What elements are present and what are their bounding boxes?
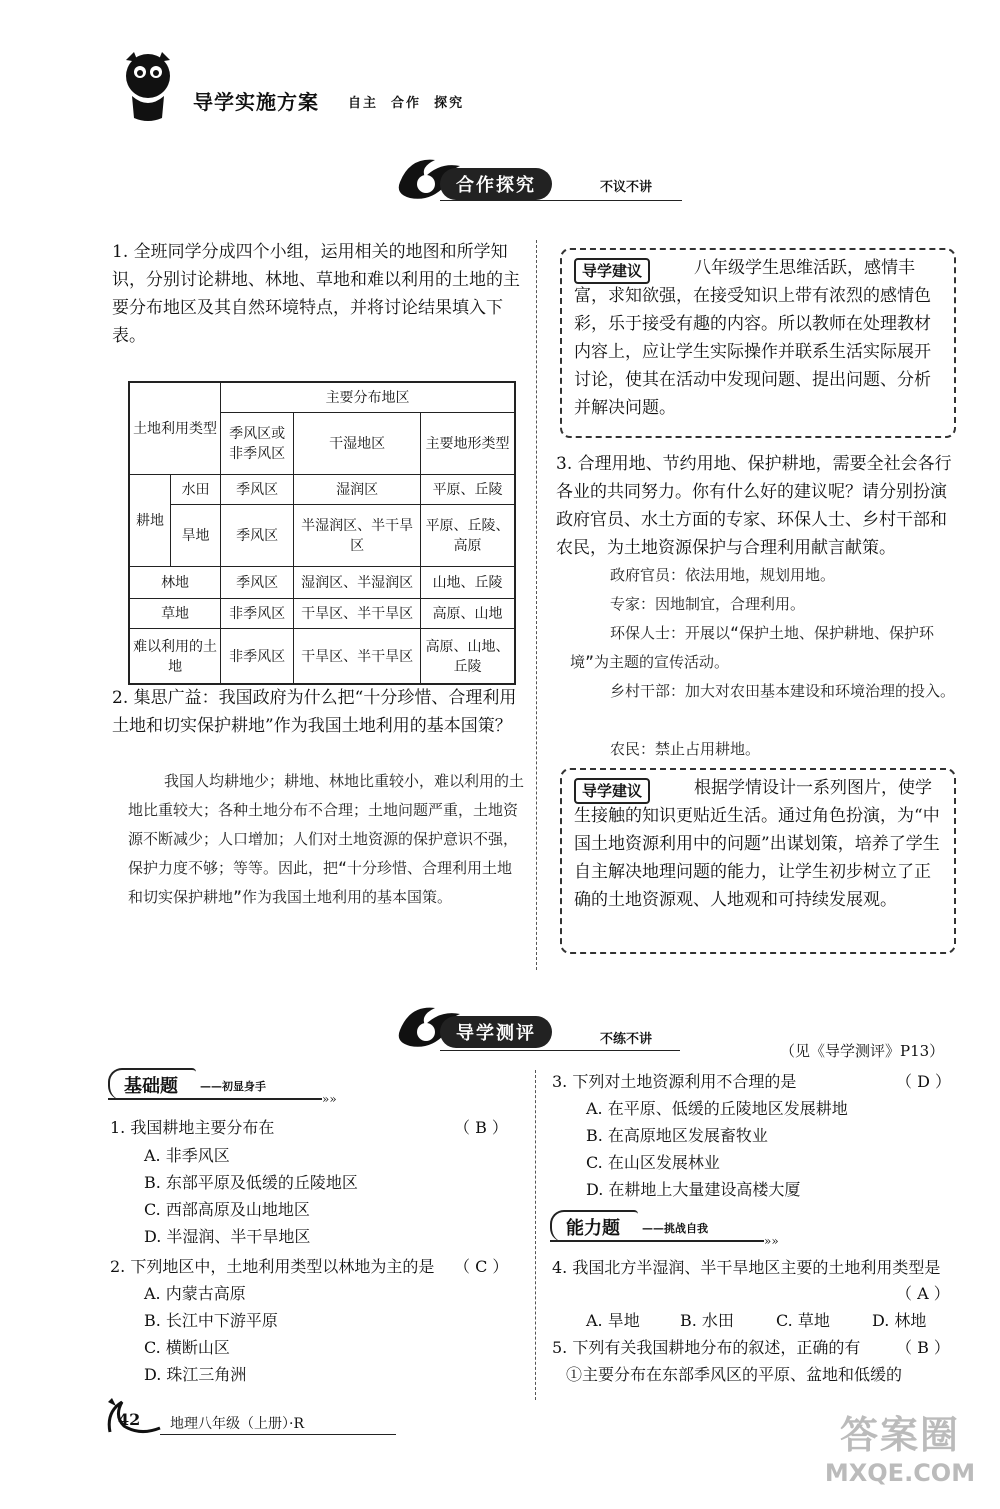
ability-underline	[550, 1240, 764, 1242]
quiz-q1: 1. 我国耕地主要分布在	[110, 1118, 275, 1137]
table-row	[129, 566, 515, 598]
basic-tag: ——初显身手	[200, 1080, 266, 1093]
section1-tag: 不议不讲	[600, 180, 653, 195]
quiz-q2-option-a: A. 内蒙古高原	[144, 1284, 246, 1303]
quiz-q2: 2. 下列地区中，土地利用类型以林地为主的是	[110, 1257, 435, 1276]
table-cell: 湿润区	[294, 474, 421, 504]
table-cell: 季风区	[221, 566, 294, 598]
table-cell: 季风区	[221, 504, 294, 566]
table-cell: 干旱区、半干旱区	[294, 598, 421, 628]
section2-reference: （见《导学测评》P13）	[780, 1042, 945, 1060]
teaching-tip-text-1	[574, 254, 946, 422]
header-title: 导学实施方案	[193, 90, 319, 114]
ability-title: 能力题	[566, 1218, 620, 1239]
teaching-tip-content-2: 根据学情设计一系列图片，使学生接触的知识更贴近生活。通过角色扮演，为“中国土地资源利用中的问题”出谋划策，培养了学生自主解决地理问题的能力，让学生初步树立了正确的土地资源观、人地观和可持续发展观。	[574, 778, 940, 910]
quiz-q4-option-b: B. 水田	[680, 1311, 734, 1330]
question-3: 3. 合理用地、节约用地、保护耕地，需要全社会各行各业的共同努力。你有什么好的建议呢？请分别扮演政府官员、水土方面的专家、环保人士、乡村干部和农民，为土地资源保护与合理利用献言献策。	[556, 454, 952, 558]
q3-answer-3: 环保人士：开展以“保护土地、保护耕地、保护环境”为主题的宣传活动。	[570, 624, 935, 671]
quiz-q1-option-d: D. 半湿润、半干旱地区	[144, 1227, 311, 1246]
q3-answer-1: 政府官员：依法用地，规划用地。	[610, 566, 836, 584]
footer-line	[160, 1434, 396, 1435]
arrows-icon: »»	[322, 1092, 337, 1106]
quiz-q3-option-c: C. 在山区发展林业	[586, 1153, 720, 1172]
section1-banner	[390, 152, 690, 208]
table-row	[129, 628, 515, 684]
quiz-q4-option-d: D. 林地	[872, 1311, 927, 1330]
table-cell: 非季风区	[221, 598, 294, 628]
quiz-column-divider	[535, 1070, 536, 1400]
table-cell: 林地	[129, 566, 221, 598]
ability-tag: ——挑战自我	[642, 1222, 708, 1235]
teaching-tip-content-1: 八年级学生思维活跃，感情丰富，求知欲强，在接受知识上带有浓烈的感情色彩，乐于接受有趣的内容。所以教师在处理教材内容上，应让学生实际操作并联系生活实际展开讨论，使其在活动中发现问题、提出问题、分析并解决问题。	[574, 258, 931, 418]
table-cell: 半湿润区、半干旱区	[294, 504, 421, 566]
table-cell-gengdi: 耕地	[129, 474, 171, 566]
table-cell: 平原、丘陵	[421, 474, 515, 504]
table-cell: 平原、丘陵、高原	[421, 504, 515, 566]
section2-banner	[390, 1000, 690, 1056]
quiz-q5: 5. 下列有关我国耕地分布的叙述，正确的有	[552, 1338, 861, 1357]
land-use-table	[128, 381, 516, 685]
section2-badge: 导学测评	[440, 1016, 552, 1048]
quiz-q3-option-d: D. 在耕地上大量建设高楼大厦	[586, 1180, 801, 1199]
section1-underline	[440, 200, 682, 201]
arrows-icon: »»	[764, 1234, 779, 1248]
quiz-q1-option-c: C. 西部高原及山地地区	[144, 1200, 310, 1219]
quiz-q5-line-1: ①主要分布在东部季风区的平原、盆地和低缓的	[566, 1365, 903, 1384]
table-cell: 湿润区、半湿润区	[294, 566, 421, 598]
question-1: 1. 全班同学分成四个小组，运用相关的地图和所学知识，分别讨论耕地、林地、草地和难以利用的土地的主要分布地区及其自然环境特点，并将讨论结果填入下表。	[112, 242, 520, 346]
q3-answer-2: 专家：因地制宜，合理利用。	[610, 595, 806, 613]
quiz-q5-answer: （ B ）	[896, 1338, 950, 1357]
question-2-answer: 我国人均耕地少；耕地、林地比重较小，难以利用的土地比重较大；各种土地分布不合理；土地问题严重，土地资源不断减少；人口增加；人们对土地资源的保护意识不强，保护力度不够；等等。因此，把“十分珍惜、合理利用土地和切实保护耕地”作为我国土地利用的基本国策。	[128, 772, 525, 906]
quiz-q3-answer: （ D ）	[896, 1072, 952, 1091]
table-cell: 草地	[129, 598, 221, 628]
table-header-type: 土地利用类型	[129, 382, 221, 474]
table-cell: 高原、山地	[421, 598, 515, 628]
table-cell: 季风区	[221, 474, 294, 504]
quiz-q2-option-d: D. 珠江三角洲	[144, 1365, 247, 1384]
quiz-q1-option-a: A. 非季风区	[144, 1146, 230, 1165]
table-cell: 旱地	[171, 504, 221, 566]
quiz-q2-option-c: C. 横断山区	[144, 1338, 230, 1357]
quiz-q4-option-a: A. 旱地	[586, 1311, 640, 1330]
quiz-q3-option-b: B. 在高原地区发展畜牧业	[586, 1126, 768, 1145]
ability-section-header	[550, 1210, 782, 1246]
section2-tag: 不练不讲	[600, 1032, 653, 1047]
quiz-q4: 4. 我国北方半湿润、半干旱地区主要的土地利用类型是	[552, 1258, 941, 1277]
table-row	[129, 504, 515, 566]
table-row	[129, 598, 515, 628]
basic-section-header	[108, 1068, 340, 1104]
watermark-logo-text: 答案圈	[839, 1413, 960, 1457]
quiz-q1-answer: （ B ）	[454, 1118, 508, 1137]
section2-underline	[440, 1050, 680, 1051]
table-cell: 难以利用的土地	[129, 628, 221, 684]
header-subtitle: 自主 合作 探究	[348, 96, 465, 111]
q3-answer-4: 乡村干部：加大对农田基本建设和环境治理的投入。	[610, 682, 956, 700]
question-2: 2. 集思广益：我国政府为什么把“十分珍惜、合理利用土地和切实保护耕地”作为我国土地利用的基本国策？	[112, 688, 517, 736]
quiz-q2-answer: （ C ）	[454, 1257, 509, 1276]
table-cell: 高原、山地、丘陵	[421, 628, 515, 684]
page-number: 42	[118, 1410, 141, 1429]
table-cell: 水田	[171, 474, 221, 504]
teaching-tip-label-1: 导学建议	[574, 258, 650, 284]
basic-underline	[108, 1098, 322, 1100]
watermark	[820, 1404, 980, 1500]
quiz-q1-option-b: B. 东部平原及低缓的丘陵地区	[144, 1173, 358, 1192]
table-header-col3: 主要地形类型	[421, 412, 515, 474]
quiz-q3: 3. 下列对土地资源利用不合理的是	[552, 1072, 797, 1091]
teaching-tip-text-2	[574, 774, 946, 914]
q3-answer-5: 农民：禁止占用耕地。	[610, 740, 761, 758]
teaching-tip-label-2: 导学建议	[574, 778, 650, 804]
table-cell: 山地、丘陵	[421, 566, 515, 598]
section1-badge: 合作探究	[440, 168, 552, 200]
column-divider	[536, 240, 537, 970]
table-cell: 非季风区	[221, 628, 294, 684]
table-header-main: 主要分布地区	[221, 382, 515, 412]
watermark-url: MXQE.COM	[824, 1459, 976, 1487]
quiz-q4-answer: （ A ）	[896, 1284, 950, 1303]
quiz-q2-option-b: B. 长江中下游平原	[144, 1311, 278, 1330]
quiz-q4-option-c: C. 草地	[776, 1311, 830, 1330]
table-row	[129, 474, 515, 504]
basic-title: 基础题	[124, 1076, 178, 1097]
mascot-logo	[112, 48, 182, 128]
table-header-col1: 季风区或非季风区	[221, 412, 294, 474]
book-info: 地理八年级（上册）·R	[170, 1416, 304, 1432]
quiz-q3-option-a: A. 在平原、低缓的丘陵地区发展耕地	[586, 1099, 848, 1118]
table-cell: 干旱区、半干旱区	[294, 628, 421, 684]
table-header-col2: 干湿地区	[294, 412, 421, 474]
